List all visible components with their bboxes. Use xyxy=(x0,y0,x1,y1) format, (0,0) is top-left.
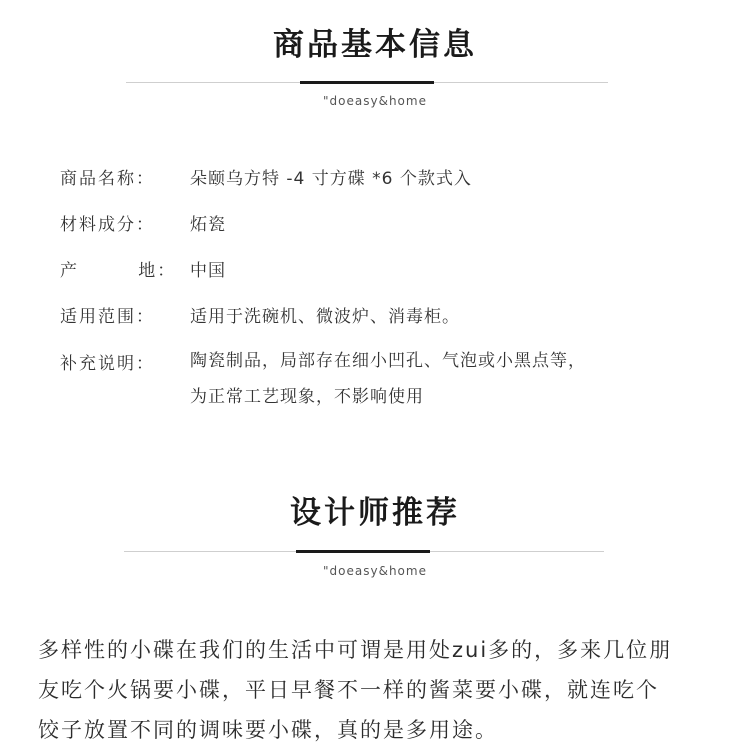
brand-tagline: "doeasy&home xyxy=(323,564,427,578)
brand-tagline: "doeasy&home xyxy=(323,94,427,108)
paragraph-line: 友吃个火锅要小碟，平日早餐不一样的酱菜要小碟，就连吃个 xyxy=(38,678,659,702)
info-label: 材料成分： xyxy=(60,215,155,235)
info-value: 适用于洗碗机、微波炉、消毒柜。 xyxy=(190,307,460,327)
paragraph-line: 饺子放置不同的调味要小碟，真的是多用途。 xyxy=(38,718,498,742)
section-title-designer-recommendation: 设计师推荐 xyxy=(290,495,460,531)
info-label: 补充说明： xyxy=(60,354,155,374)
section-title-product-info: 商品基本信息 xyxy=(273,27,477,63)
info-label: 产 地： xyxy=(60,261,177,281)
recommendation-paragraph xyxy=(38,630,728,750)
info-value: 炻瓷 xyxy=(190,215,226,235)
info-value-multiline xyxy=(190,343,586,415)
divider-accent xyxy=(296,550,430,553)
info-value: 中国 xyxy=(190,261,226,281)
info-label: 商品名称： xyxy=(60,169,155,189)
info-label: 适用范围： xyxy=(60,307,155,327)
info-value: 朵颐乌方特 -4 寸方碟 *6 个款式入 xyxy=(190,169,472,189)
divider-accent xyxy=(300,81,434,84)
paragraph-line: 多样性的小碟在我们的生活中可谓是用处zui多的，多来几位朋 xyxy=(38,638,673,662)
info-value-line: 为正常工艺现象，不影响使用 xyxy=(190,387,424,407)
info-value-line: 陶瓷制品，局部存在细小凹孔、气泡或小黑点等， xyxy=(190,351,586,371)
